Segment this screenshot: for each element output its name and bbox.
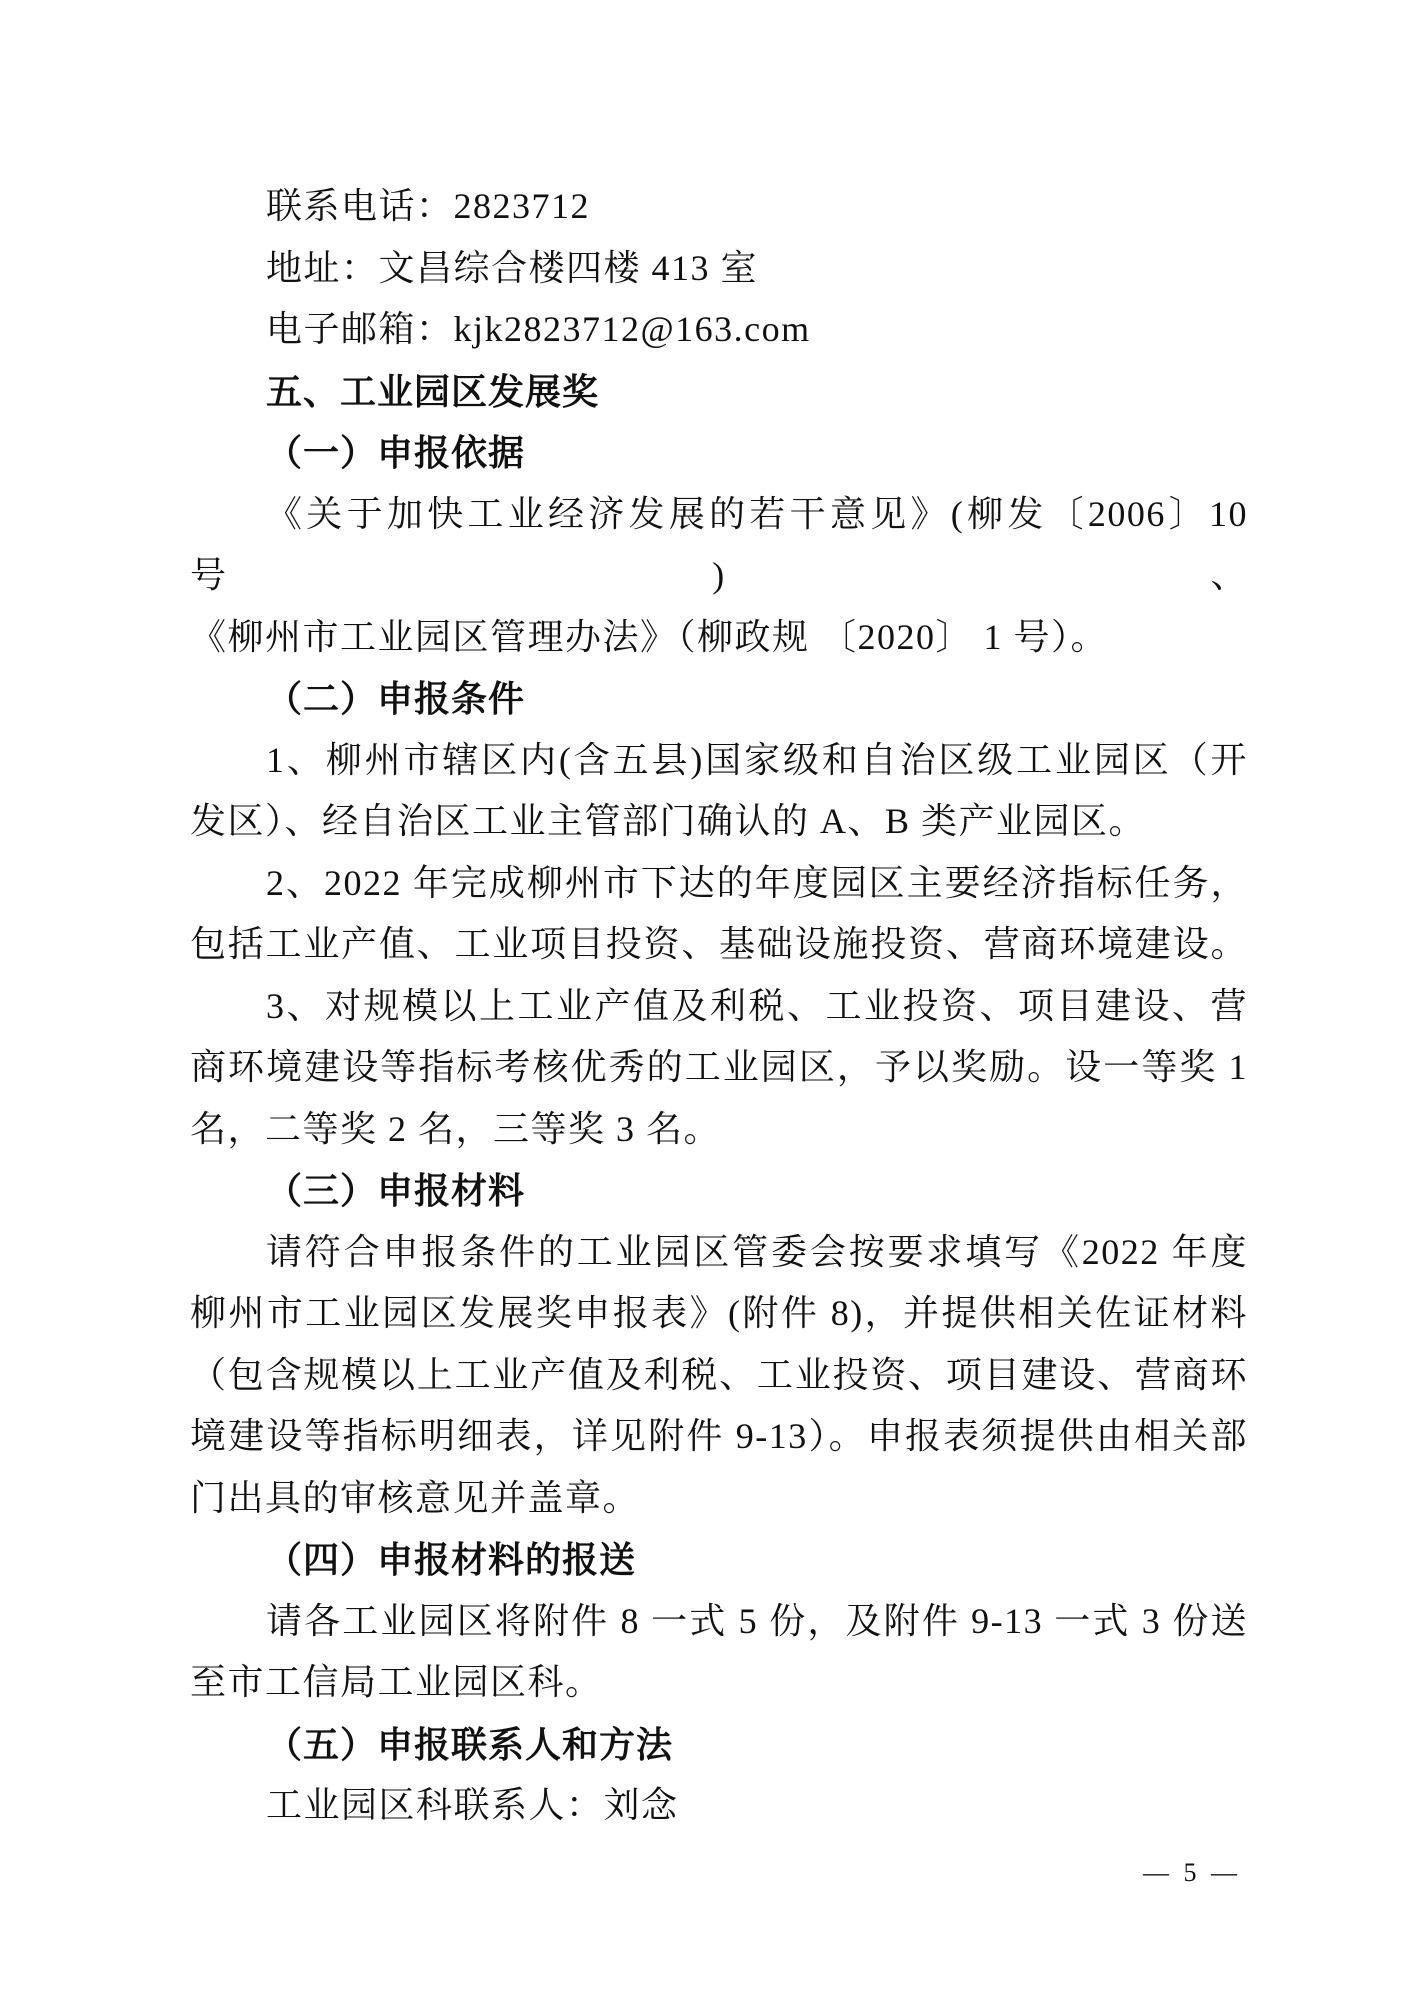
document-body	[190, 176, 1248, 1837]
contact-email-line: 电子邮箱：kjk2823712@163.com	[266, 309, 811, 349]
paragraph-line: 门出具的审核意见并盖章。	[190, 1477, 641, 1518]
paragraph-line: 包括工业产值、工业项目投资、基础设施投资、营商环境建设。	[190, 924, 1248, 964]
paragraph-line: 商环境建设等指标考核优秀的工业园区，予以奖励。设一等奖 1	[190, 1047, 1248, 1087]
paragraph-line: 3、对规模以上工业产值及利税、工业投资、项目建设、营	[266, 985, 1248, 1026]
paragraph-line: （包含规模以上工业产值及利税、工业投资、项目建设、营商环	[190, 1354, 1248, 1395]
page-number: — 5 —	[1143, 1858, 1241, 1887]
contact-phone-line: 联系电话：2823712	[266, 186, 591, 226]
subsection-heading: （一）申报依据	[266, 432, 526, 473]
paragraph-line: 1、柳州市辖区内(含五县)国家级和自治区级工业园区（开	[266, 739, 1248, 780]
subsection-heading: （三）申报材料	[266, 1170, 526, 1211]
subsection-heading: （二）申报条件	[266, 678, 526, 719]
section-heading: 五、工业园区发展奖	[266, 370, 600, 412]
paragraph-line: 《柳州市工业园区管理办法》（柳政规 〔2020〕 1 号）。	[190, 616, 1109, 657]
paragraph-line: 2、2022 年完成柳州市下达的年度园区主要经济指标任务，	[266, 862, 1248, 903]
contact-address-line: 地址：文昌综合楼四楼 413 室	[266, 247, 759, 288]
paragraph-line: 《关于加快工业经济发展的若干意见》(柳发〔2006〕10 号)、	[190, 493, 1248, 595]
subsection-heading: （四）申报材料的报送	[266, 1539, 637, 1580]
paragraph-line: 名，二等奖 2 名，三等奖 3 名。	[190, 1108, 722, 1149]
paragraph-line: 请符合申报条件的工业园区管委会按要求填写《2022 年度	[266, 1231, 1248, 1272]
subsection-heading: （五）申报联系人和方法	[266, 1723, 674, 1765]
paragraph-line: 请各工业园区将附件 8 一式 5 份，及附件 9-13 一式 3 份送	[266, 1600, 1248, 1641]
paragraph-line: 柳州市工业园区发展奖申报表》(附件 8)，并提供相关佐证材料	[190, 1293, 1248, 1333]
paragraph-line: 至市工信局工业园区科。	[190, 1662, 603, 1702]
paragraph-line: 发区）、经自治区工业主管部门确认的 A、B 类产业园区。	[190, 801, 1147, 841]
paragraph-line: 境建设等指标明细表，详见附件 9-13）。申报表须提供由相关部	[190, 1416, 1248, 1456]
contact-person-line: 工业园区科联系人：刘念	[266, 1785, 679, 1825]
